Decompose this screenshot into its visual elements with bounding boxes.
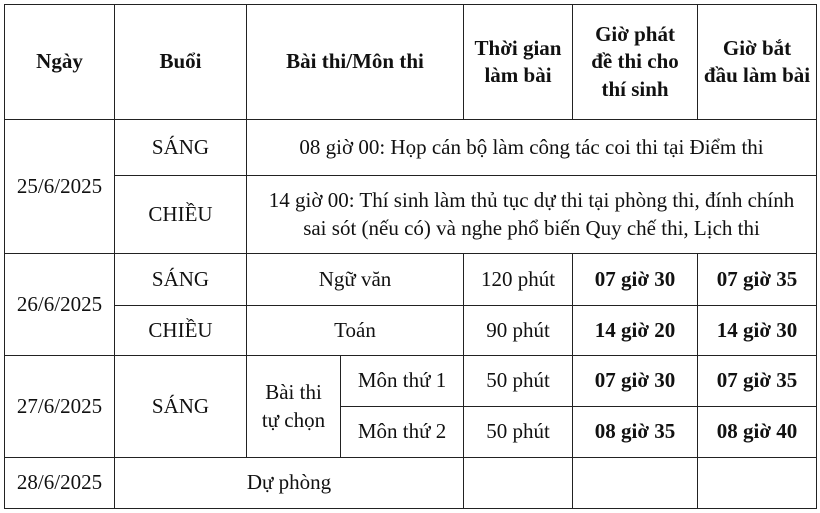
table-row bbox=[5, 458, 817, 509]
elective-group-line2: tự chọn bbox=[261, 407, 326, 432]
start-time-cell: 08 giờ 40 bbox=[698, 407, 817, 458]
duration-cell: 120 phút bbox=[464, 254, 573, 306]
empty-cell bbox=[698, 458, 817, 509]
header-date: Ngày bbox=[5, 5, 115, 120]
header-subject: Bài thi/Môn thi bbox=[247, 5, 464, 120]
distribute-time-cell: 07 giờ 30 bbox=[573, 254, 698, 306]
duration-cell: 50 phút bbox=[464, 356, 573, 407]
table-row bbox=[5, 120, 817, 176]
table-row bbox=[5, 176, 817, 254]
distribute-time-cell: 08 giờ 35 bbox=[573, 407, 698, 458]
session-cell: SÁNG bbox=[115, 356, 247, 458]
table-row bbox=[5, 306, 817, 356]
start-time-cell: 07 giờ 35 bbox=[698, 254, 817, 306]
note-cell bbox=[247, 176, 817, 254]
subject-cell: Ngữ văn bbox=[247, 254, 464, 306]
subject-cell: Toán bbox=[247, 306, 464, 356]
date-cell: 28/6/2025 bbox=[5, 458, 115, 509]
header-session: Buổi bbox=[115, 5, 247, 120]
exam-schedule-table bbox=[4, 4, 817, 509]
header-row bbox=[5, 5, 817, 120]
empty-cell bbox=[573, 458, 698, 509]
reserve-cell: Dự phòng bbox=[115, 458, 464, 509]
distribute-time-cell: 14 giờ 20 bbox=[573, 306, 698, 356]
header-duration-line2: làm bài bbox=[484, 63, 552, 87]
elective-group-cell bbox=[247, 356, 341, 458]
header-distribute bbox=[573, 5, 698, 120]
header-duration bbox=[464, 5, 573, 120]
start-time-cell: 14 giờ 30 bbox=[698, 306, 817, 356]
date-cell: 26/6/2025 bbox=[5, 254, 115, 356]
header-distribute-line1: Giờ phát bbox=[595, 22, 675, 47]
header-start bbox=[698, 5, 817, 120]
session-cell: SÁNG bbox=[115, 120, 247, 176]
header-distribute-line3: thí sinh bbox=[601, 76, 669, 101]
table-row bbox=[5, 254, 817, 306]
distribute-time-cell: 07 giờ 30 bbox=[573, 356, 698, 407]
note-line: 14 giờ 00: Thí sinh làm thủ tục dự thi tại phòng thi, đính chính bbox=[268, 188, 795, 213]
session-cell: SÁNG bbox=[115, 254, 247, 306]
session-cell: CHIỀU bbox=[115, 306, 247, 356]
start-time-cell: 07 giờ 35 bbox=[698, 356, 817, 407]
header-distribute-line2: đề thi cho bbox=[591, 49, 679, 74]
elective-group-line1: Bài thi bbox=[265, 380, 322, 405]
duration-cell: 50 phút bbox=[464, 407, 573, 458]
subject-cell: Môn thứ 2 bbox=[341, 407, 464, 458]
header-duration-line1: Thời gian bbox=[474, 35, 562, 60]
note-cell: 08 giờ 00: Họp cán bộ làm công tác coi thi tại Điểm thi bbox=[247, 120, 817, 176]
header-start-line2: đầu làm bài bbox=[703, 63, 811, 87]
date-cell: 25/6/2025 bbox=[5, 120, 115, 254]
header-start-line1: Giờ bắt bbox=[722, 35, 792, 60]
subject-cell: Môn thứ 1 bbox=[341, 356, 464, 407]
table-row bbox=[5, 356, 817, 407]
empty-cell bbox=[464, 458, 573, 509]
note-line: sai sót (nếu có) và nghe phổ biến Quy chế thi, Lịch thi bbox=[303, 215, 760, 240]
date-cell: 27/6/2025 bbox=[5, 356, 115, 458]
session-cell: CHIỀU bbox=[115, 176, 247, 254]
duration-cell: 90 phút bbox=[464, 306, 573, 356]
